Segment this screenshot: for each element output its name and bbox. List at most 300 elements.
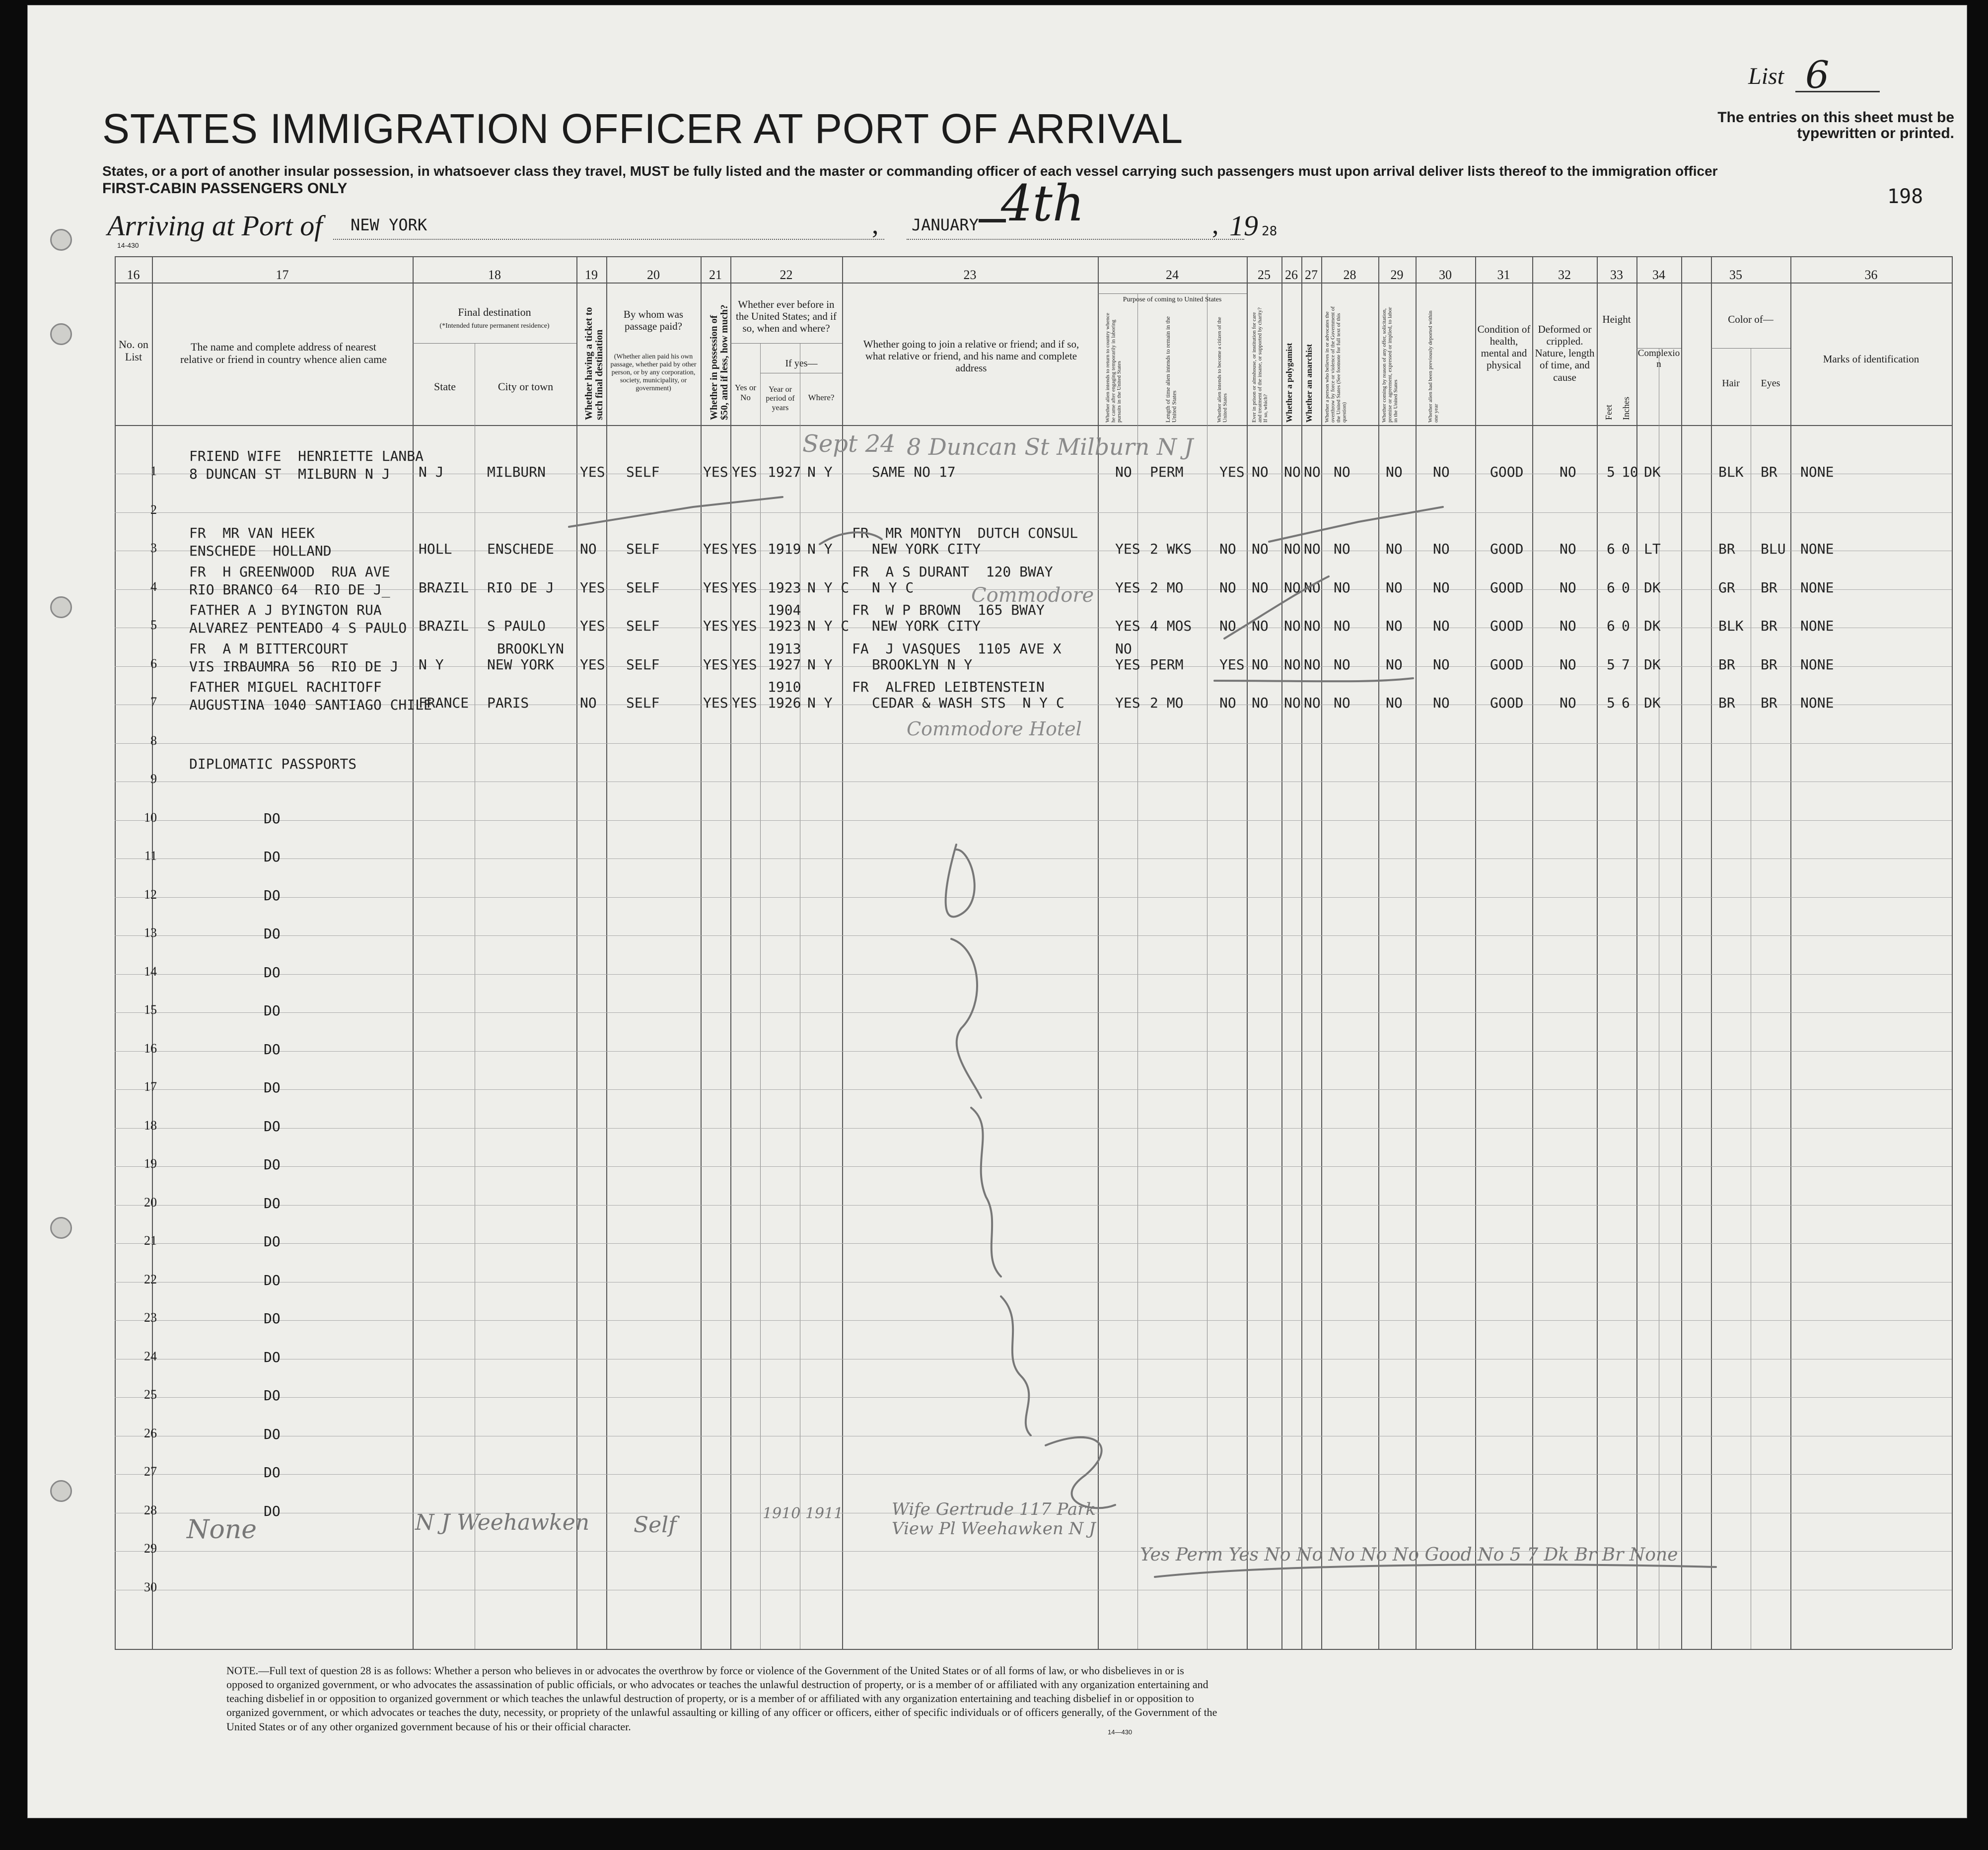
question-30: NO [1433,656,1450,673]
question-26: NO [1284,579,1301,596]
hair-color: BR [1718,695,1735,711]
eye-color: BR [1761,656,1777,673]
question-29: NO [1386,618,1403,634]
hw-row29-paid: Self [634,1512,677,1538]
before-in-us-value: YES [732,618,757,634]
colnum-19: 19 [585,268,598,282]
where-value: N Y [807,541,833,557]
purpose-return: NO [1115,464,1132,480]
before-in-us-value: YES [732,695,757,711]
year-value: 1919 [768,541,801,557]
joining-name: FR MR MONTYN DUTCH CONSUL [852,525,1078,541]
identification-marks: NONE [1800,579,1834,596]
ticket-value: YES [580,618,605,634]
arriving-label: Arriving at Port of [107,210,323,242]
row-number: 5 [150,618,157,632]
hair-color: BLK [1718,464,1744,480]
destination-state: BRAZIL [419,618,469,634]
colnum-32: 32 [1558,268,1571,282]
deformed-value: NO [1560,541,1576,557]
hdr-purpose-a: Whether alien intends to return to country whence he came after engaging temporarily in laboring pursuits in the United States [1105,313,1123,423]
hdr-yes-no: Yes or No [734,383,757,402]
month-value: JANUARY [912,215,979,234]
hw-row1-address: 8 Duncan St Milburn N J [907,433,1194,460]
hdr-if-yes: If yes— [785,358,818,369]
height-feet: 5 [1607,464,1615,480]
destination-state: BRAZIL [419,579,469,596]
row-number: 1 [150,464,157,478]
identification-marks: NONE [1800,464,1834,480]
joining-address: BROOKLYN N Y [872,656,973,673]
row-number: 19 [144,1156,157,1171]
question-25: NO [1252,464,1269,480]
passage-paid-value: SELF [626,695,660,711]
purpose-length: 4 MOS [1150,618,1192,634]
hdr-prison: Ever in prison or almshouse, or institution for care and treatment of the insane, or supported by charity? If so, which? [1251,307,1269,423]
colnum-31: 31 [1497,268,1510,282]
joining-name: FR ALFRED LEIBTENSTEIN [852,679,1045,695]
eye-color: BR [1761,695,1777,711]
colnum-16: 16 [127,268,140,282]
row-number: 15 [144,1002,157,1017]
where-value: N Y [807,656,833,673]
row-number: 30 [144,1579,157,1594]
row-number: 17 [144,1079,157,1094]
ditto-mark: DO [264,1233,281,1250]
year-value: 1923 [768,579,801,596]
hdr-hair: Hair [1722,378,1740,389]
year-suffix: 28 [1262,224,1278,239]
row-number: 7 [150,695,157,709]
complexion-value: DK [1644,579,1661,596]
where-value: N Y C [807,618,850,634]
hdr-where: Where? [808,393,835,402]
height-inches: 0 [1622,541,1630,557]
question-29: NO [1386,579,1403,596]
hdr-deported: Whether alien had been previously deported within one year [1427,310,1439,423]
hdr-relative: The name and complete address of nearest relative or friend in country whence alien came [180,341,387,366]
class-line: FIRST-CABIN PASSENGERS ONLY [102,180,348,197]
joining-address: CEDAR & WASH STS N Y C [872,695,1065,711]
destination-city: MILBURN [487,464,546,480]
colnum-21: 21 [709,268,722,282]
ditto-mark: DO [264,810,281,827]
question-29: NO [1386,656,1403,673]
hdr-anarchist: Whether an anarchist [1304,344,1314,423]
purpose-return: YES [1115,695,1140,711]
row-number: 27 [144,1464,157,1479]
height-feet: 6 [1607,541,1615,557]
hw-row29-dest: N J Weehawken [415,1510,590,1535]
row-number: 2 [150,502,157,517]
height-inches: 6 [1622,695,1630,711]
hw-row1-date: Sept 24 [802,430,896,458]
ditto-mark: DO [264,925,281,942]
hdr-purpose-b: Length of time alien intends to remain in the United States [1164,316,1178,423]
page-number: 198 [1887,185,1923,208]
eye-color: BR [1761,618,1777,634]
year-earlier: 1913 [768,640,801,657]
health-value: GOOD [1490,541,1524,557]
purpose-citizen: NO [1219,579,1236,596]
hw-row29-name: None [187,1515,257,1545]
footnote: NOTE.—Full text of question 28 is as follows: Whether a person who believes in or advocates the overthrow by force or violence of the Government of the United States or of all forms of law, or who disbelieves in or is opposed to organized government, or who advocates the assassination of public officials, or who advocates or teaches the unlawful destruction of property, or is a member of or affiliated with any organization entertaining and teaching disbelief in or opposition to organized government or which teaches the unlawful destruction of property, or is a member of or affiliated with any organization entertaining and teaching disbelief in or opposition to organized government, or which advocates or teaches the duty, necessity, or propriety of the unlawful assaulting or killing of any officer or officers, either of specific individuals or of officers generally, of the Government of the United States or of any other organized government because of his or their official character. [226,1664,1217,1733]
hdr-before-in-us: Whether ever before in the United States; and if so, when and where? [736,298,837,335]
relative-name: FATHER A J BYINGTON RUA [189,602,382,618]
height-inches: 0 [1622,618,1630,634]
list-number: 6 [1805,53,1830,97]
ditto-mark: DO [264,964,281,981]
deformed-value: NO [1560,464,1576,480]
year-value: 1927 [768,464,801,480]
hw-row29-year: 1910 1911 [763,1505,844,1522]
ditto-mark: DO [264,1195,281,1211]
footnote-code: 14—430 [1108,1728,1133,1736]
question-29: NO [1386,541,1403,557]
health-value: GOOD [1490,695,1524,711]
joining-address: N Y C [872,579,914,596]
question-30: NO [1433,579,1450,596]
ticket-value: YES [580,464,605,480]
hdr-no-on-list: No. on List [119,338,148,363]
comma: , [872,210,879,239]
form-code: 14-430 [117,241,139,249]
destination-state: FRANCE [419,695,469,711]
year-value: 1923 [768,618,801,634]
ditto-mark: DO [264,1464,281,1481]
question-25: NO [1252,541,1269,557]
question-27: NO [1304,579,1321,596]
colnum-24: 24 [1166,268,1179,282]
ditto-mark: DO [264,1425,281,1442]
purpose-length: 2 MO [1150,579,1184,596]
ticket-value: YES [580,579,605,596]
hdr-passage-note: (Whether alien paid his own passage, whether paid by other person, or by any corporation, society, municipality, or government) [610,353,697,393]
ditto-mark: DO [264,1041,281,1058]
ditto-mark: DO [264,1349,281,1365]
health-value: GOOD [1490,618,1524,634]
hdr-overthrow: Whether a person who believes in or advocates the overthrow by force or violence of the Government of the United States (See footnote for full text of this question) [1324,306,1348,423]
relative-address: 8 DUNCAN ST MILBURN N J [189,466,390,482]
fifty-dollars-value: YES [703,618,728,634]
deformed-value: NO [1560,695,1576,711]
ditto-mark: DO [264,887,281,904]
hw-row29-join: Wife Gertrude 117 Park View Pl Weehawken N J [892,1499,1096,1539]
ditto-mark: DO [264,1387,281,1404]
question-26: NO [1284,541,1301,557]
row-number: 16 [144,1041,157,1056]
where-value: N Y [807,464,833,480]
relative-address: AUGUSTINA 1040 SANTIAGO CHILE [189,697,432,713]
eye-color: BR [1761,464,1777,480]
question-27: NO [1304,464,1321,480]
question-30: NO [1433,464,1450,480]
relative-name: FRIEND WIFE HENRIETTE LANBA [189,448,424,464]
purpose-length: 2 WKS [1150,541,1192,557]
before-in-us-value: YES [732,464,757,480]
hdr-inches: Inches [1621,397,1631,420]
row-number: 26 [144,1425,157,1440]
row-number: 28 [144,1502,157,1517]
purpose-return: YES [1115,541,1140,557]
colnum-25: 25 [1258,268,1271,282]
colnum-23: 23 [963,268,977,282]
colnum-35: 35 [1729,268,1742,282]
colnum-26: 26 [1285,268,1298,282]
question-28: NO [1334,541,1350,557]
row-number: 8 [150,733,157,748]
question-25: NO [1252,618,1269,634]
deformed-value: NO [1560,579,1576,596]
comma-2: , [1212,210,1219,239]
health-value: GOOD [1490,464,1524,480]
eye-color: BLU [1761,541,1786,557]
relative-name: FATHER MIGUEL RACHITOFF [189,679,382,695]
destination-city: ENSCHEDE [487,541,554,557]
question-30: NO [1433,541,1450,557]
purpose-citizen: YES [1219,464,1245,480]
joining-name: FA J VASQUES 1105 AVE X [852,640,1062,657]
question-27: NO [1304,618,1321,634]
passage-paid-value: SELF [626,579,660,596]
passage-paid-value: SELF [626,464,660,480]
question-27: NO [1304,695,1321,711]
colnum-20: 20 [647,268,660,282]
port-value: NEW YORK [351,215,427,234]
health-value: GOOD [1490,579,1524,596]
height-inches: 0 [1622,579,1630,596]
ditto-mark: DO [264,1079,281,1096]
identification-marks: NONE [1800,618,1834,634]
colnum-27: 27 [1305,268,1318,282]
question-25: NO [1252,579,1269,596]
complexion-value: LT [1644,541,1661,557]
hdr-year-period: Year or period of years [766,385,795,412]
hair-color: BR [1718,541,1735,557]
fifty-dollars-value: YES [703,656,728,673]
fifty-dollars-value: YES [703,579,728,596]
row-number: 24 [144,1349,157,1363]
question-28: NO [1334,579,1350,596]
question-26: NO [1284,656,1301,673]
subtitle: States, or a port of another insular possession, in whatsoever class they travel, MUST be fully listed and the master or commanding officer of each vessel carrying such passengers must upon arrival deliver lists thereof to the immigration officer [102,163,1718,179]
hair-color: GR [1718,579,1735,596]
joining-address: SAME NO 17 [872,464,956,480]
row-number: 20 [144,1195,157,1210]
relative-name: DIPLOMATIC PASSPORTS [189,756,357,772]
height-inches: 10 [1622,464,1638,480]
colnum-34: 34 [1652,268,1665,282]
hdr-ticket: Whether having a ticket to such final destination [583,307,605,420]
hair-color: BLK [1718,618,1744,634]
destination-city: PARIS [487,695,529,711]
hdr-city: City or town [497,380,554,393]
row-number: 25 [144,1387,157,1402]
day-value: 4th [1001,174,1085,232]
purpose-citizen: NO [1219,541,1236,557]
colnum-30: 30 [1439,268,1452,282]
before-in-us-value: YES [732,579,757,596]
hdr-height: Height [1602,313,1631,325]
hdr-color-of: Color of— [1728,313,1774,325]
purpose-length: 2 MO [1150,695,1184,711]
question-28: NO [1334,464,1350,480]
hw-row8-note: Commodore Hotel [907,718,1082,740]
year-value: 1926 [768,695,801,711]
hdr-complexion: Complexion [1637,348,1680,369]
colnum-36: 36 [1864,268,1878,282]
hdr-condition: Condition of health, mental and physical [1477,323,1531,371]
question-28: NO [1334,618,1350,634]
colnum-22: 22 [780,268,793,282]
ditto-mark: DO [264,1002,281,1019]
row-number: 10 [144,810,157,825]
row-number: 9 [150,772,157,786]
row-number: 18 [144,1118,157,1133]
page-title: STATES IMMIGRATION OFFICER AT PORT OF ARRIVAL [102,105,1184,152]
purpose-length: PERM [1150,464,1184,480]
question-25: NO [1252,695,1269,711]
year-earlier: 1904 [768,602,801,618]
joining-name: FR A S DURANT 120 BWAY [852,563,1053,580]
fifty-dollars-value: YES [703,464,728,480]
question-30: NO [1433,695,1450,711]
joining-name: FR W P BROWN 165 BWAY [852,602,1045,618]
deformed-value: NO [1560,656,1576,673]
hw-row30-tail: Yes Perm Yes No No No No No Good No 5 7 Dk Br Br None [1140,1545,1678,1565]
identification-marks: NONE [1800,656,1834,673]
relative-address: VIS IRBAUMRA 56 RIO DE J [189,658,399,675]
colnum-33: 33 [1610,268,1623,282]
hdr-purpose-c: Whether alien intends to become a citizen of the United States [1216,317,1228,423]
year-prefix: 19 [1229,210,1258,242]
purpose-length: PERM [1150,656,1184,673]
complexion-value: DK [1644,695,1661,711]
height-feet: 5 [1607,656,1615,673]
identification-marks: NONE [1800,541,1834,557]
ticket-value: NO [580,695,597,711]
ditto-mark: DO [264,1272,281,1288]
row-number: 6 [150,656,157,671]
hdr-purpose: Purpose of coming to United States [1123,296,1222,303]
row-number: 21 [144,1233,157,1248]
year-earlier: 1910 [768,679,801,695]
question-26: NO [1284,464,1301,480]
purpose-return: YES [1115,656,1140,673]
complexion-value: DK [1644,464,1661,480]
question-27: NO [1304,541,1321,557]
ditto-mark: DO [264,849,281,865]
colnum-17: 17 [276,268,289,282]
list-label: List [1748,63,1784,89]
question-30: NO [1433,618,1450,634]
joining-address: NEW YORK CITY [872,541,981,557]
where-value: N Y C [807,579,850,596]
question-26: NO [1284,695,1301,711]
hw-row4-note: Commodore [971,584,1094,607]
row-number: 13 [144,925,157,940]
eye-color: BR [1761,579,1777,596]
health-value: GOOD [1490,656,1524,673]
complexion-value: DK [1644,656,1661,673]
hdr-feet: Feet [1604,405,1614,420]
destination-city: S PAULO [487,618,546,634]
passage-paid-value: SELF [626,541,660,557]
destination-state: HOLL [419,541,452,557]
question-29: NO [1386,464,1403,480]
row-number: 14 [144,964,157,979]
fifty-dollars-value: YES [703,695,728,711]
row-number: 22 [144,1272,157,1286]
joining-address: NEW YORK CITY [872,618,981,634]
purpose-citizen: NO [1219,618,1236,634]
ditto-mark: DO [264,1502,281,1519]
height-feet: 6 [1607,618,1615,634]
destination-city: RIO DE J [487,579,554,596]
before-in-us-value: YES [732,541,757,557]
ticket-value: NO [580,541,597,557]
height-feet: 5 [1607,695,1615,711]
row-number: 3 [150,541,157,555]
row-number: 29 [144,1541,157,1556]
colnum-18: 18 [488,268,501,282]
passage-paid-value: SELF [626,618,660,634]
purpose-return: YES [1115,579,1140,596]
identification-marks: NONE [1800,695,1834,711]
question-27: NO [1304,656,1321,673]
hdr-final-destination: Final destination [458,306,531,318]
ditto-mark: DO [264,1310,281,1327]
purpose-a-alt: NO [1115,640,1132,657]
purpose-citizen: YES [1219,656,1245,673]
fifty-dollars-value: YES [703,541,728,557]
complexion-value: DK [1644,618,1661,634]
ditto-mark: DO [264,1118,281,1135]
height-feet: 6 [1607,579,1615,596]
purpose-citizen: NO [1219,695,1236,711]
before-in-us-value: YES [732,656,757,673]
destination-state: N Y [419,656,444,673]
relative-address: ALVAREZ PENTEADO 4 S PAULO [189,620,407,636]
height-inches: 7 [1622,656,1630,673]
relative-name: FR A M BITTERCOURT [189,640,349,657]
deformed-value: NO [1560,618,1576,634]
manifest-sheet [27,5,1967,1818]
where-value: N Y [807,695,833,711]
question-28: NO [1334,695,1350,711]
row-number: 4 [150,579,157,594]
purpose-return: YES [1115,618,1140,634]
relative-name: FR H GREENWOOD RUA AVE [189,563,390,580]
destination-state: N J [419,464,444,480]
destination-city: NEW YORK [487,656,554,673]
hdr-passage-paid: By whom was passage paid? [623,308,684,333]
question-29: NO [1386,695,1403,711]
question-26: NO [1284,618,1301,634]
hair-color: BR [1718,656,1735,673]
question-28: NO [1334,656,1350,673]
ticket-value: YES [580,656,605,673]
hdr-deformed: Deformed or crippled. Nature, length of time, and cause [1535,323,1595,383]
hdr-state: State [434,380,456,393]
hdr-offer: Whether coming by reason of any offer, solicitation, promise or agreement, expressed or implied, to labor in the United States [1381,307,1399,423]
entries-note: The entries on this sheet must be typewritten or printed. [1717,109,1954,142]
destination-city-alt: BROOKLYN [497,640,564,657]
colnum-29: 29 [1390,268,1404,282]
colnum-28: 28 [1343,268,1356,282]
hdr-final-destination-note: (*Intended future permanent residence) [439,322,550,330]
row-number: 23 [144,1310,157,1325]
